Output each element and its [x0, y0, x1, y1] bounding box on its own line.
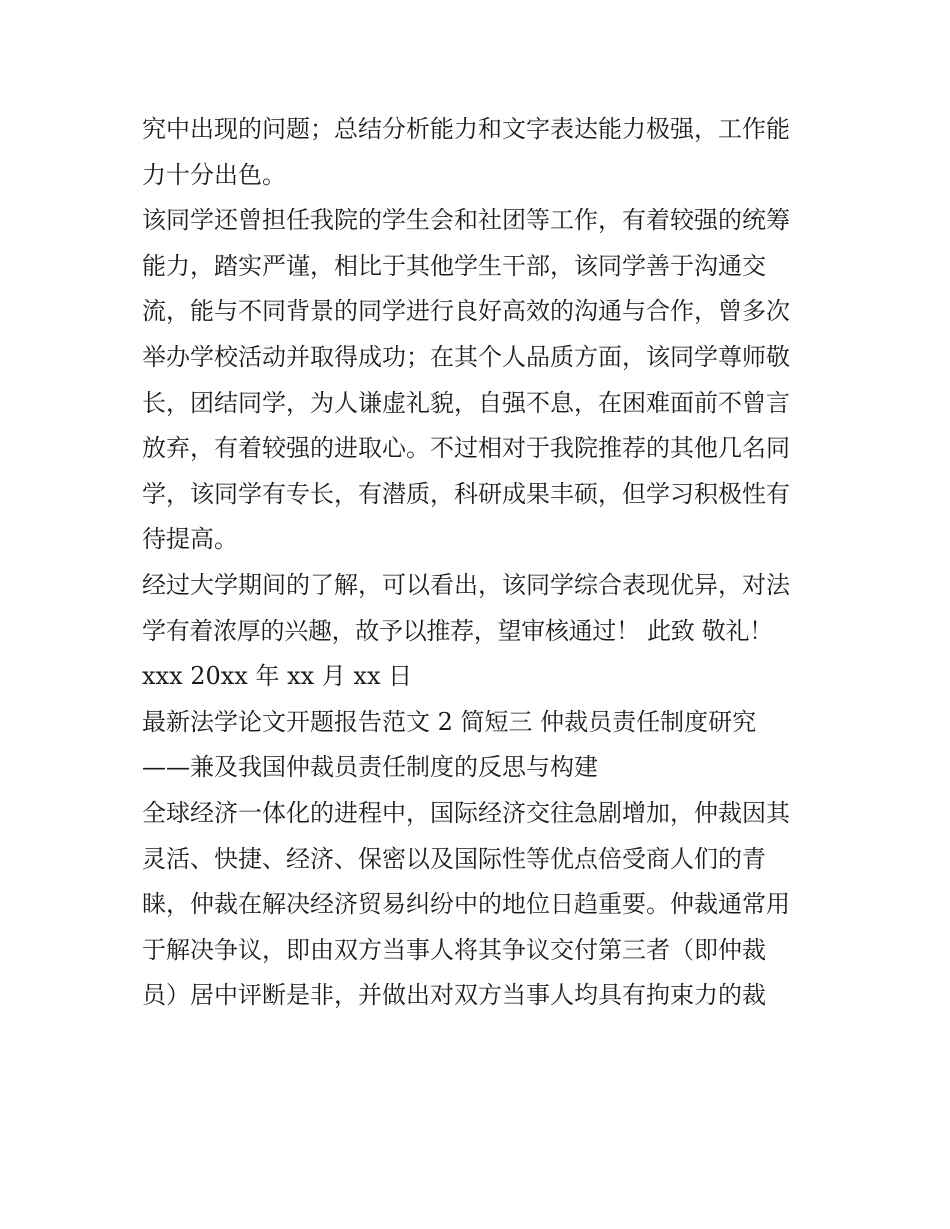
text-line: 究中出现的问题；总结分析能力和文字表达能力极强，工作能 — [142, 115, 790, 143]
section-title: 最新法学论文开题报告范文 2 简短三 仲裁员责任制度研究 — [142, 707, 757, 736]
text-line: 全球经济一体化的进程中，国际经济交往急剧增加，仲裁因其 — [142, 798, 790, 827]
text-line: 学，该同学有专长，有潜质，科研成果丰硕，但学习积极性有 — [142, 479, 790, 508]
text-line: 放弃，有着较强的进取心。不过相对于我院推荐的其他几名同 — [142, 434, 790, 463]
document-body — [142, 107, 822, 1019]
section-subtitle: ——兼及我国仲裁员责任制度的反思与构建 — [142, 753, 598, 782]
signature-date-line: xxx 20xx 年 xx 月 xx 日 — [142, 662, 413, 691]
text-line: 经过大学期间的了解，可以看出，该同学综合表现优异，对法 — [142, 570, 790, 599]
text-line: 能力，踏实严谨，相比于其他学生干部，该同学善于沟通交 — [142, 251, 766, 280]
text-line: 流，能与不同背景的同学进行良好高效的沟通与合作，曾多次 — [142, 297, 790, 326]
text-line: 学有着浓厚的兴趣，故予以推荐，望审核通过！ 此致 敬礼！ — [142, 616, 773, 645]
text-line: 睐，仲裁在解决经济贸易纠纷中的地位日趋重要。仲裁通常用 — [142, 890, 790, 919]
text-line: 该同学还曾担任我院的学生会和社团等工作，有着较强的统筹 — [142, 206, 790, 235]
text-line: 灵活、快捷、经济、保密以及国际性等优点倍受商人们的青 — [142, 844, 766, 873]
text-line: 待提高。 — [142, 525, 238, 554]
text-line: 员）居中评断是非，并做出对双方当事人均具有拘束力的裁 — [142, 981, 766, 1010]
text-line: 举办学校活动并取得成功；在其个人品质方面，该同学尊师敬 — [142, 342, 790, 371]
text-line: 力十分出色。 — [142, 160, 286, 189]
text-line: 于解决争议，即由双方当事人将其争议交付第三者（即仲裁 — [142, 935, 766, 964]
text-line: 长，团结同学，为人谦虚礼貌，自强不息，在困难面前不曾言 — [142, 388, 790, 417]
